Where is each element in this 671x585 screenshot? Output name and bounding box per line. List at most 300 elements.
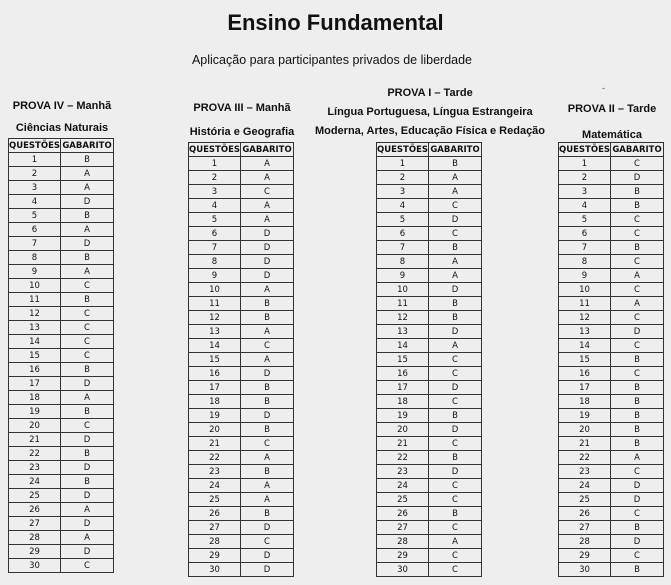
table-row bbox=[377, 157, 482, 171]
question-number: 14 bbox=[377, 339, 429, 353]
answer-letter: C bbox=[429, 353, 482, 367]
table-row bbox=[377, 297, 482, 311]
table-row bbox=[9, 531, 114, 545]
question-number: 25 bbox=[377, 493, 429, 507]
answer-letter: C bbox=[429, 493, 482, 507]
answer-letter: B bbox=[429, 409, 482, 423]
answer-letter: D bbox=[61, 517, 114, 531]
table-row bbox=[377, 185, 482, 199]
answer-letter: D bbox=[241, 241, 294, 255]
answer-letter: B bbox=[611, 563, 664, 577]
question-number: 26 bbox=[189, 507, 241, 521]
table-row bbox=[189, 451, 294, 465]
table-row bbox=[9, 517, 114, 531]
answer-letter: A bbox=[241, 157, 294, 171]
answer-letter: C bbox=[61, 335, 114, 349]
table-row bbox=[377, 241, 482, 255]
question-number: 27 bbox=[189, 521, 241, 535]
answer-letter: C bbox=[429, 563, 482, 577]
answer-letter: C bbox=[611, 157, 664, 171]
question-number: 29 bbox=[559, 549, 611, 563]
question-number: 10 bbox=[9, 279, 61, 293]
table-row bbox=[9, 433, 114, 447]
table-row bbox=[559, 171, 664, 185]
question-number: 22 bbox=[9, 447, 61, 461]
answer-letter: C bbox=[429, 437, 482, 451]
answer-letter: A bbox=[429, 171, 482, 185]
question-number: 14 bbox=[9, 335, 61, 349]
answer-letter: B bbox=[611, 395, 664, 409]
question-number: 30 bbox=[9, 559, 61, 573]
column-header-questoes: QUESTÕES bbox=[189, 144, 241, 155]
question-number: 24 bbox=[9, 475, 61, 489]
answer-table-prova-iii bbox=[188, 142, 294, 577]
question-number: 19 bbox=[377, 409, 429, 423]
table-row bbox=[9, 349, 114, 363]
table-row bbox=[559, 535, 664, 549]
page-subtitle: Aplicação para participantes privados de liberdade bbox=[191, 53, 473, 67]
question-number: 9 bbox=[189, 269, 241, 283]
table-row bbox=[189, 325, 294, 339]
answer-letter: B bbox=[61, 447, 114, 461]
question-number: 23 bbox=[189, 465, 241, 479]
answer-letter: D bbox=[611, 535, 664, 549]
question-number: 17 bbox=[189, 381, 241, 395]
table-row bbox=[559, 283, 664, 297]
answer-letter: A bbox=[241, 325, 294, 339]
table-row bbox=[559, 157, 664, 171]
table-row bbox=[189, 297, 294, 311]
heading-prova-i bbox=[310, 84, 550, 141]
answer-letter: D bbox=[429, 325, 482, 339]
answer-letter: C bbox=[611, 367, 664, 381]
question-number: 25 bbox=[9, 489, 61, 503]
question-number: 2 bbox=[189, 171, 241, 185]
table-row bbox=[559, 437, 664, 451]
table-row bbox=[377, 507, 482, 521]
question-number: 11 bbox=[189, 297, 241, 311]
answer-letter: A bbox=[241, 479, 294, 493]
table-row bbox=[9, 223, 114, 237]
question-number: 23 bbox=[377, 465, 429, 479]
table-row bbox=[559, 255, 664, 269]
question-number: 18 bbox=[377, 395, 429, 409]
answer-letter: C bbox=[61, 307, 114, 321]
answer-letter: C bbox=[611, 283, 664, 297]
answer-table-prova-i bbox=[376, 142, 482, 577]
question-number: 11 bbox=[9, 293, 61, 307]
heading-line: PROVA I – Tarde bbox=[387, 87, 473, 99]
answer-letter: B bbox=[611, 521, 664, 535]
table-row bbox=[377, 395, 482, 409]
table-row bbox=[9, 503, 114, 517]
answer-letter: D bbox=[61, 195, 114, 209]
table-row bbox=[377, 255, 482, 269]
question-number: 30 bbox=[377, 563, 429, 577]
table-row bbox=[189, 171, 294, 185]
answer-letter: A bbox=[429, 339, 482, 353]
question-number: 20 bbox=[9, 419, 61, 433]
table-row bbox=[189, 479, 294, 493]
answer-letter: B bbox=[61, 209, 114, 223]
question-number: 1 bbox=[559, 157, 611, 171]
answer-letter: B bbox=[241, 423, 294, 437]
answer-letter: B bbox=[429, 297, 482, 311]
question-number: 2 bbox=[377, 171, 429, 185]
question-number: 17 bbox=[377, 381, 429, 395]
table-row bbox=[559, 297, 664, 311]
table-row bbox=[559, 549, 664, 563]
answer-letter: B bbox=[429, 311, 482, 325]
table-row bbox=[559, 563, 664, 577]
table-row bbox=[9, 461, 114, 475]
answer-letter: B bbox=[611, 185, 664, 199]
table-row bbox=[9, 475, 114, 489]
answer-table-prova-ii bbox=[558, 142, 664, 577]
answer-letter: B bbox=[611, 241, 664, 255]
question-number: 25 bbox=[189, 493, 241, 507]
answer-letter: D bbox=[61, 545, 114, 559]
question-number: 24 bbox=[189, 479, 241, 493]
question-number: 5 bbox=[377, 213, 429, 227]
table-row bbox=[9, 251, 114, 265]
heading-prova-ii bbox=[556, 96, 668, 148]
question-number: 8 bbox=[9, 251, 61, 265]
question-number: 25 bbox=[559, 493, 611, 507]
table-row bbox=[189, 549, 294, 563]
table-row bbox=[189, 185, 294, 199]
table-row bbox=[189, 227, 294, 241]
question-number: 13 bbox=[189, 325, 241, 339]
answer-letter: A bbox=[241, 171, 294, 185]
question-number: 23 bbox=[559, 465, 611, 479]
table-row bbox=[9, 447, 114, 461]
answer-letter: C bbox=[61, 321, 114, 335]
question-number: 13 bbox=[559, 325, 611, 339]
question-number: 22 bbox=[559, 451, 611, 465]
answer-letter: C bbox=[241, 437, 294, 451]
table-row bbox=[377, 479, 482, 493]
table-row bbox=[377, 535, 482, 549]
answer-letter: C bbox=[241, 185, 294, 199]
answer-letter: A bbox=[61, 181, 114, 195]
answer-letter: D bbox=[61, 489, 114, 503]
answer-letter: C bbox=[611, 507, 664, 521]
table-row bbox=[9, 559, 114, 573]
answer-letter: B bbox=[429, 507, 482, 521]
answer-letter: A bbox=[611, 269, 664, 283]
page-title: Ensino Fundamental bbox=[227, 10, 444, 35]
answer-letter: D bbox=[61, 433, 114, 447]
question-number: 30 bbox=[189, 563, 241, 577]
table-row bbox=[559, 227, 664, 241]
table-row bbox=[377, 381, 482, 395]
answer-letter: B bbox=[241, 465, 294, 479]
question-number: 6 bbox=[9, 223, 61, 237]
question-number: 7 bbox=[559, 241, 611, 255]
table-row bbox=[9, 279, 114, 293]
answer-letter: C bbox=[429, 549, 482, 563]
table-row bbox=[559, 409, 664, 423]
answer-letter: C bbox=[429, 367, 482, 381]
question-number: 8 bbox=[377, 255, 429, 269]
answer-letter: D bbox=[241, 409, 294, 423]
answer-letter: A bbox=[241, 451, 294, 465]
answer-letter: C bbox=[61, 279, 114, 293]
question-number: 1 bbox=[377, 157, 429, 171]
table-row bbox=[377, 269, 482, 283]
answer-letter: D bbox=[241, 549, 294, 563]
question-number: 24 bbox=[559, 479, 611, 493]
answer-letter: B bbox=[61, 475, 114, 489]
table-row bbox=[559, 507, 664, 521]
heading-line: PROVA IV – Manhã bbox=[12, 100, 112, 112]
answer-letter: B bbox=[241, 297, 294, 311]
answer-letter: D bbox=[611, 479, 664, 493]
table-row bbox=[9, 405, 114, 419]
answer-letter: B bbox=[241, 395, 294, 409]
table-row bbox=[377, 367, 482, 381]
question-number: 18 bbox=[559, 395, 611, 409]
table-row bbox=[377, 311, 482, 325]
answer-letter: C bbox=[241, 339, 294, 353]
answer-letter: B bbox=[611, 381, 664, 395]
table-row bbox=[377, 227, 482, 241]
table-row bbox=[9, 391, 114, 405]
answer-letter: A bbox=[429, 255, 482, 269]
question-number: 1 bbox=[189, 157, 241, 171]
table-row bbox=[9, 181, 114, 195]
table-row bbox=[377, 171, 482, 185]
question-number: 12 bbox=[9, 307, 61, 321]
answer-letter: D bbox=[611, 171, 664, 185]
question-number: 28 bbox=[559, 535, 611, 549]
question-number: 20 bbox=[377, 423, 429, 437]
question-number: 3 bbox=[9, 181, 61, 195]
table-row bbox=[559, 325, 664, 339]
answer-letter: D bbox=[429, 423, 482, 437]
question-number: 29 bbox=[377, 549, 429, 563]
answer-letter: C bbox=[611, 339, 664, 353]
table-row bbox=[9, 307, 114, 321]
table-row bbox=[559, 465, 664, 479]
answer-letter: D bbox=[241, 563, 294, 577]
heading-prova-iii bbox=[182, 96, 302, 144]
question-number: 10 bbox=[377, 283, 429, 297]
table-row bbox=[9, 209, 114, 223]
answer-letter: A bbox=[61, 223, 114, 237]
table-row bbox=[559, 185, 664, 199]
question-number: 27 bbox=[377, 521, 429, 535]
question-number: 26 bbox=[559, 507, 611, 521]
question-number: 29 bbox=[189, 549, 241, 563]
column-header-gabarito: GABARITO bbox=[242, 144, 292, 155]
table-row bbox=[377, 465, 482, 479]
answer-letter: C bbox=[429, 199, 482, 213]
table-row bbox=[377, 339, 482, 353]
question-number: 26 bbox=[9, 503, 61, 517]
table-row bbox=[559, 423, 664, 437]
table-row bbox=[559, 213, 664, 227]
table-row bbox=[189, 339, 294, 353]
question-number: 14 bbox=[189, 339, 241, 353]
table-row bbox=[377, 353, 482, 367]
question-number: 21 bbox=[377, 437, 429, 451]
question-number: 2 bbox=[9, 167, 61, 181]
answer-table-prova-iv bbox=[8, 138, 114, 573]
question-number: 22 bbox=[377, 451, 429, 465]
question-number: 4 bbox=[9, 195, 61, 209]
question-number: 28 bbox=[9, 531, 61, 545]
answer-letter: B bbox=[241, 311, 294, 325]
answer-letter: B bbox=[429, 157, 482, 171]
question-number: 21 bbox=[9, 433, 61, 447]
answer-letter: B bbox=[611, 409, 664, 423]
table-row bbox=[377, 549, 482, 563]
question-number: 11 bbox=[377, 297, 429, 311]
table-row bbox=[189, 493, 294, 507]
question-number: 8 bbox=[189, 255, 241, 269]
answer-letter: A bbox=[241, 213, 294, 227]
answer-letter: C bbox=[429, 521, 482, 535]
column-header-gabarito: GABARITO bbox=[430, 144, 480, 155]
answer-letter: D bbox=[241, 255, 294, 269]
table-row bbox=[559, 493, 664, 507]
table-row bbox=[377, 283, 482, 297]
heading-line: História e Geografia bbox=[189, 126, 295, 138]
table-row bbox=[189, 535, 294, 549]
table-row bbox=[189, 157, 294, 171]
table-row bbox=[9, 545, 114, 559]
answer-letter: D bbox=[241, 367, 294, 381]
table-row bbox=[9, 167, 114, 181]
table-row bbox=[9, 489, 114, 503]
question-number: 5 bbox=[559, 213, 611, 227]
answer-letter: B bbox=[611, 199, 664, 213]
question-number: 15 bbox=[9, 349, 61, 363]
answer-letter: A bbox=[61, 391, 114, 405]
question-number: 3 bbox=[559, 185, 611, 199]
table-row bbox=[189, 269, 294, 283]
answer-letter: A bbox=[241, 283, 294, 297]
answer-letter: D bbox=[429, 381, 482, 395]
heading-line: Matemática bbox=[582, 129, 642, 141]
table-row bbox=[377, 423, 482, 437]
table-row bbox=[189, 367, 294, 381]
answer-letter: A bbox=[429, 185, 482, 199]
table-row bbox=[559, 353, 664, 367]
table-row bbox=[377, 199, 482, 213]
table-row bbox=[9, 335, 114, 349]
question-number: 15 bbox=[377, 353, 429, 367]
question-number: 16 bbox=[559, 367, 611, 381]
question-number: 6 bbox=[189, 227, 241, 241]
answer-letter: D bbox=[429, 213, 482, 227]
answer-letter: C bbox=[61, 559, 114, 573]
table-row bbox=[559, 311, 664, 325]
column-header-questoes: QUESTÕES bbox=[377, 144, 429, 155]
answer-letter: D bbox=[61, 461, 114, 475]
table-row bbox=[189, 563, 294, 577]
heading-line: Moderna, Artes, Educação Física e Redação bbox=[314, 125, 546, 137]
answer-letter: B bbox=[61, 405, 114, 419]
question-number: 21 bbox=[189, 437, 241, 451]
question-number: 24 bbox=[377, 479, 429, 493]
table-row bbox=[189, 521, 294, 535]
table-row bbox=[9, 419, 114, 433]
table-row bbox=[9, 237, 114, 251]
question-number: 9 bbox=[377, 269, 429, 283]
heading-prova-iv bbox=[4, 95, 120, 139]
answer-letter: C bbox=[611, 465, 664, 479]
table-row bbox=[559, 269, 664, 283]
answer-letter: D bbox=[61, 237, 114, 251]
table-row bbox=[189, 311, 294, 325]
table-row bbox=[377, 325, 482, 339]
heading-line: Língua Portuguesa, Língua Estrangeira bbox=[327, 106, 533, 118]
answer-letter: B bbox=[611, 353, 664, 367]
table-row bbox=[9, 377, 114, 391]
question-number: 9 bbox=[559, 269, 611, 283]
answer-letter: B bbox=[61, 293, 114, 307]
question-number: 29 bbox=[9, 545, 61, 559]
table-row bbox=[377, 521, 482, 535]
question-number: 28 bbox=[377, 535, 429, 549]
heading-line: PROVA II – Tarde bbox=[567, 103, 657, 115]
table-row bbox=[189, 381, 294, 395]
heading-line: PROVA III – Manhã bbox=[193, 102, 291, 114]
answer-letter: D bbox=[611, 493, 664, 507]
question-number: 19 bbox=[559, 409, 611, 423]
table-row bbox=[559, 521, 664, 535]
question-number: 6 bbox=[377, 227, 429, 241]
answer-letter: A bbox=[429, 269, 482, 283]
table-row bbox=[559, 367, 664, 381]
question-number: 12 bbox=[377, 311, 429, 325]
answer-letter: B bbox=[429, 451, 482, 465]
question-number: 13 bbox=[9, 321, 61, 335]
answer-letter: C bbox=[241, 535, 294, 549]
table-row bbox=[189, 409, 294, 423]
table-row bbox=[9, 153, 114, 167]
answer-letter: B bbox=[429, 241, 482, 255]
question-number: 11 bbox=[559, 297, 611, 311]
answer-letter: A bbox=[241, 353, 294, 367]
answer-letter: A bbox=[611, 451, 664, 465]
table-row bbox=[377, 409, 482, 423]
table-row bbox=[189, 241, 294, 255]
answer-letter: A bbox=[429, 535, 482, 549]
answer-letter: D bbox=[429, 283, 482, 297]
question-number: 27 bbox=[9, 517, 61, 531]
question-number: 3 bbox=[377, 185, 429, 199]
table-row bbox=[559, 241, 664, 255]
answer-letter: B bbox=[241, 507, 294, 521]
question-number: 16 bbox=[189, 367, 241, 381]
table-row bbox=[189, 465, 294, 479]
answer-letter: C bbox=[429, 227, 482, 241]
question-number: 22 bbox=[189, 451, 241, 465]
answer-letter: A bbox=[61, 167, 114, 181]
question-number: 7 bbox=[189, 241, 241, 255]
question-number: 26 bbox=[377, 507, 429, 521]
question-number: 8 bbox=[559, 255, 611, 269]
table-row bbox=[559, 339, 664, 353]
question-number: 20 bbox=[559, 423, 611, 437]
answer-letter: C bbox=[61, 349, 114, 363]
table-row bbox=[189, 437, 294, 451]
question-number: 15 bbox=[559, 353, 611, 367]
